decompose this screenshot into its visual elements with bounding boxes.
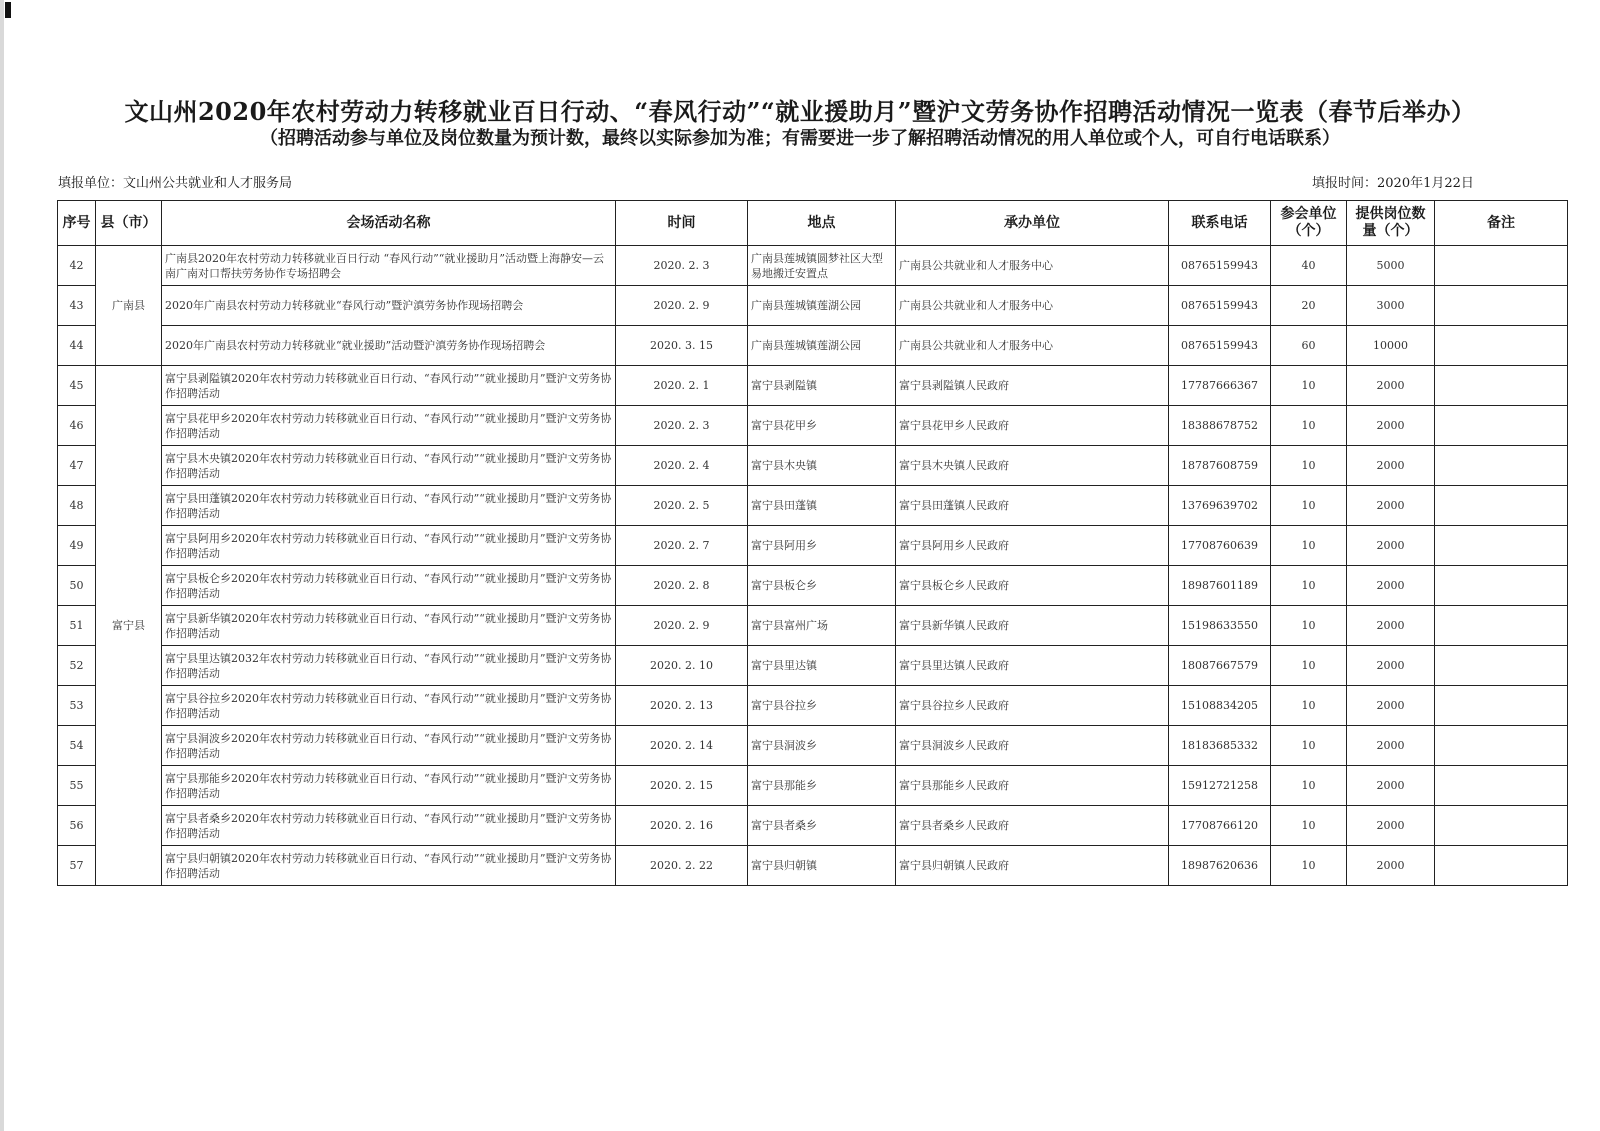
- location-cell: 富宁县谷拉乡: [748, 686, 896, 726]
- activity-name-cell: 富宁县木央镇2020年农村劳动力转移就业百日行动、“春风行动”“就业援助月”暨沪文劳务协作招聘活动: [162, 446, 616, 486]
- date-cell: 2020. 2. 4: [616, 446, 748, 486]
- date-cell: 2020. 2. 10: [616, 646, 748, 686]
- remark-cell: [1435, 846, 1568, 886]
- phone-cell: 15198633550: [1169, 606, 1271, 646]
- host-unit-cell: 富宁县田蓬镇人民政府: [896, 486, 1169, 526]
- page-subtitle: （招聘活动参与单位及岗位数量为预计数，最终以实际参加为准；有需要进一步了解招聘活动情况的用人单位或个人，可自行电话联系）: [260, 128, 1340, 149]
- jobs-count-cell: 2000: [1347, 566, 1435, 606]
- jobs-count-cell: 2000: [1347, 726, 1435, 766]
- activity-name-cell: 富宁县田蓬镇2020年农村劳动力转移就业百日行动、“春风行动”“就业援助月”暨沪文劳务协作招聘活动: [162, 486, 616, 526]
- col-header-phone: 联系电话: [1169, 201, 1271, 246]
- table-row: [58, 286, 1568, 326]
- date-cell: 2020. 2. 9: [616, 286, 748, 326]
- jobs-count-cell: 2000: [1347, 366, 1435, 406]
- county-cell: 富宁县: [96, 366, 162, 886]
- col-header-date: 时间: [616, 201, 748, 246]
- date-cell: 2020. 2. 14: [616, 726, 748, 766]
- scan-mark: [5, 2, 11, 18]
- phone-cell: 13769639702: [1169, 486, 1271, 526]
- table-row: [58, 326, 1568, 366]
- row-number: 50: [58, 566, 96, 606]
- phone-cell: 08765159943: [1169, 326, 1271, 366]
- phone-cell: 08765159943: [1169, 286, 1271, 326]
- table-row: [58, 406, 1568, 446]
- table-row: [58, 846, 1568, 886]
- remark-cell: [1435, 406, 1568, 446]
- units-count-cell: 40: [1271, 246, 1347, 286]
- host-unit-cell: 富宁县花甲乡人民政府: [896, 406, 1169, 446]
- remark-cell: [1435, 446, 1568, 486]
- location-cell: 富宁县富州广场: [748, 606, 896, 646]
- date-cell: 2020. 3. 15: [616, 326, 748, 366]
- table-row: [58, 446, 1568, 486]
- location-cell: 富宁县里达镇: [748, 646, 896, 686]
- location-cell: 富宁县田蓬镇: [748, 486, 896, 526]
- col-header-jobs: 提供岗位数量（个）: [1347, 201, 1435, 246]
- location-cell: 富宁县花甲乡: [748, 406, 896, 446]
- county-cell: 广南县: [96, 246, 162, 366]
- location-cell: 富宁县者桑乡: [748, 806, 896, 846]
- location-cell: 广南县莲城镇莲湖公园: [748, 286, 896, 326]
- remark-cell: [1435, 686, 1568, 726]
- table-row: [58, 726, 1568, 766]
- row-number: 47: [58, 446, 96, 486]
- row-number: 44: [58, 326, 96, 366]
- location-cell: 广南县莲城镇圆梦社区大型易地搬迁安置点: [748, 246, 896, 286]
- table-header-row: [58, 201, 1568, 246]
- reporting-unit: 填报单位：文山州公共就业和人才服务局: [58, 176, 293, 191]
- row-number: 54: [58, 726, 96, 766]
- col-header-no: 序号: [58, 201, 96, 246]
- date-cell: 2020. 2. 16: [616, 806, 748, 846]
- jobs-count-cell: 2000: [1347, 766, 1435, 806]
- activity-table: [57, 200, 1568, 886]
- date-cell: 2020. 2. 1: [616, 366, 748, 406]
- jobs-count-cell: 3000: [1347, 286, 1435, 326]
- col-header-location: 地点: [748, 201, 896, 246]
- remark-cell: [1435, 646, 1568, 686]
- date-cell: 2020. 2. 5: [616, 486, 748, 526]
- jobs-count-cell: 10000: [1347, 326, 1435, 366]
- row-number: 52: [58, 646, 96, 686]
- col-header-host: 承办单位: [896, 201, 1169, 246]
- location-cell: 富宁县板仑乡: [748, 566, 896, 606]
- host-unit-cell: 富宁县洞波乡人民政府: [896, 726, 1169, 766]
- remark-cell: [1435, 486, 1568, 526]
- phone-cell: 17708760639: [1169, 526, 1271, 566]
- remark-cell: [1435, 606, 1568, 646]
- date-cell: 2020. 2. 3: [616, 246, 748, 286]
- jobs-count-cell: 2000: [1347, 486, 1435, 526]
- units-count-cell: 10: [1271, 846, 1347, 886]
- remark-cell: [1435, 806, 1568, 846]
- jobs-count-cell: 2000: [1347, 686, 1435, 726]
- jobs-count-cell: 2000: [1347, 806, 1435, 846]
- phone-cell: 18987601189: [1169, 566, 1271, 606]
- units-count-cell: 10: [1271, 406, 1347, 446]
- activity-name-cell: 富宁县阿用乡2020年农村劳动力转移就业百日行动、“春风行动”“就业援助月”暨沪文劳务协作招聘活动: [162, 526, 616, 566]
- phone-cell: 18087667579: [1169, 646, 1271, 686]
- activity-name-cell: 富宁县剥隘镇2020年农村劳动力转移就业百日行动、“春风行动”“就业援助月”暨沪文劳务协作招聘活动: [162, 366, 616, 406]
- row-number: 56: [58, 806, 96, 846]
- remark-cell: [1435, 726, 1568, 766]
- date-cell: 2020. 2. 7: [616, 526, 748, 566]
- host-unit-cell: 富宁县那能乡人民政府: [896, 766, 1169, 806]
- location-cell: 富宁县阿用乡: [748, 526, 896, 566]
- phone-cell: 18388678752: [1169, 406, 1271, 446]
- location-cell: 富宁县洞波乡: [748, 726, 896, 766]
- activity-name-cell: 富宁县者桑乡2020年农村劳动力转移就业百日行动、“春风行动”“就业援助月”暨沪文劳务协作招聘活动: [162, 806, 616, 846]
- units-count-cell: 10: [1271, 726, 1347, 766]
- remark-cell: [1435, 766, 1568, 806]
- host-unit-cell: 富宁县阿用乡人民政府: [896, 526, 1169, 566]
- jobs-count-cell: 5000: [1347, 246, 1435, 286]
- location-cell: 广南县莲城镇莲湖公园: [748, 326, 896, 366]
- col-header-name: 会场活动名称: [162, 201, 616, 246]
- table-row: [58, 806, 1568, 846]
- activity-name-cell: 富宁县里达镇2032年农村劳动力转移就业百日行动、“春风行动”“就业援助月”暨沪文劳务协作招聘活动: [162, 646, 616, 686]
- row-number: 57: [58, 846, 96, 886]
- date-cell: 2020. 2. 3: [616, 406, 748, 446]
- jobs-count-cell: 2000: [1347, 606, 1435, 646]
- host-unit-cell: 富宁县谷拉乡人民政府: [896, 686, 1169, 726]
- jobs-count-cell: 2000: [1347, 846, 1435, 886]
- table-row: [58, 606, 1568, 646]
- units-count-cell: 10: [1271, 766, 1347, 806]
- remark-cell: [1435, 286, 1568, 326]
- row-number: 46: [58, 406, 96, 446]
- table-row: [58, 246, 1568, 286]
- table-row: [58, 566, 1568, 606]
- units-count-cell: 10: [1271, 566, 1347, 606]
- table-row: [58, 486, 1568, 526]
- row-number: 43: [58, 286, 96, 326]
- date-cell: 2020. 2. 13: [616, 686, 748, 726]
- host-unit-cell: 富宁县里达镇人民政府: [896, 646, 1169, 686]
- remark-cell: [1435, 526, 1568, 566]
- page-title: 文山州2020年农村劳动力转移就业百日行动、“春风行动”“就业援助月”暨沪文劳务协作招聘活动情况一览表（春节后举办）: [124, 97, 1476, 126]
- phone-cell: 18987620636: [1169, 846, 1271, 886]
- host-unit-cell: 广南县公共就业和人才服务中心: [896, 326, 1169, 366]
- activity-name-cell: 2020年广南县农村劳动力转移就业“春风行动”暨沪滇劳务协作现场招聘会: [162, 286, 616, 326]
- host-unit-cell: 富宁县归朝镇人民政府: [896, 846, 1169, 886]
- table-row: [58, 366, 1568, 406]
- table-row: [58, 646, 1568, 686]
- date-cell: 2020. 2. 15: [616, 766, 748, 806]
- activity-name-cell: 富宁县那能乡2020年农村劳动力转移就业百日行动、“春风行动”“就业援助月”暨沪文劳务协作招聘活动: [162, 766, 616, 806]
- units-count-cell: 60: [1271, 326, 1347, 366]
- col-header-units: 参会单位（个）: [1271, 201, 1347, 246]
- col-header-remark: 备注: [1435, 201, 1568, 246]
- row-number: 48: [58, 486, 96, 526]
- activity-name-cell: 富宁县谷拉乡2020年农村劳动力转移就业百日行动、“春风行动”“就业援助月”暨沪文劳务协作招聘活动: [162, 686, 616, 726]
- units-count-cell: 10: [1271, 686, 1347, 726]
- host-unit-cell: 富宁县板仑乡人民政府: [896, 566, 1169, 606]
- row-number: 51: [58, 606, 96, 646]
- activity-name-cell: 富宁县板仑乡2020年农村劳动力转移就业百日行动、“春风行动”“就业援助月”暨沪文劳务协作招聘活动: [162, 566, 616, 606]
- phone-cell: 08765159943: [1169, 246, 1271, 286]
- activity-name-cell: 2020年广南县农村劳动力转移就业“就业援助”活动暨沪滇劳务协作现场招聘会: [162, 326, 616, 366]
- activity-name-cell: 富宁县归朝镇2020年农村劳动力转移就业百日行动、“春风行动”“就业援助月”暨沪文劳务协作招聘活动: [162, 846, 616, 886]
- host-unit-cell: 富宁县剥隘镇人民政府: [896, 366, 1169, 406]
- phone-cell: 18787608759: [1169, 446, 1271, 486]
- date-cell: 2020. 2. 9: [616, 606, 748, 646]
- host-unit-cell: 富宁县木央镇人民政府: [896, 446, 1169, 486]
- row-number: 49: [58, 526, 96, 566]
- phone-cell: 15108834205: [1169, 686, 1271, 726]
- units-count-cell: 20: [1271, 286, 1347, 326]
- phone-cell: 17787666367: [1169, 366, 1271, 406]
- table-row: [58, 526, 1568, 566]
- units-count-cell: 10: [1271, 446, 1347, 486]
- remark-cell: [1435, 326, 1568, 366]
- units-count-cell: 10: [1271, 806, 1347, 846]
- date-cell: 2020. 2. 22: [616, 846, 748, 886]
- location-cell: 富宁县木央镇: [748, 446, 896, 486]
- remark-cell: [1435, 366, 1568, 406]
- table-row: [58, 686, 1568, 726]
- jobs-count-cell: 2000: [1347, 446, 1435, 486]
- activity-name-cell: 富宁县洞波乡2020年农村劳动力转移就业百日行动、“春风行动”“就业援助月”暨沪文劳务协作招聘活动: [162, 726, 616, 766]
- phone-cell: 17708766120: [1169, 806, 1271, 846]
- activity-name-cell: 富宁县花甲乡2020年农村劳动力转移就业百日行动、“春风行动”“就业援助月”暨沪文劳务协作招聘活动: [162, 406, 616, 446]
- row-number: 45: [58, 366, 96, 406]
- host-unit-cell: 富宁县者桑乡人民政府: [896, 806, 1169, 846]
- units-count-cell: 10: [1271, 526, 1347, 566]
- location-cell: 富宁县剥隘镇: [748, 366, 896, 406]
- row-number: 55: [58, 766, 96, 806]
- phone-cell: 18183685332: [1169, 726, 1271, 766]
- row-number: 42: [58, 246, 96, 286]
- date-cell: 2020. 2. 8: [616, 566, 748, 606]
- reporting-date: 填报时间：2020年1月22日: [1312, 176, 1474, 191]
- remark-cell: [1435, 566, 1568, 606]
- jobs-count-cell: 2000: [1347, 526, 1435, 566]
- units-count-cell: 10: [1271, 366, 1347, 406]
- jobs-count-cell: 2000: [1347, 646, 1435, 686]
- units-count-cell: 10: [1271, 486, 1347, 526]
- host-unit-cell: 富宁县新华镇人民政府: [896, 606, 1169, 646]
- row-number: 53: [58, 686, 96, 726]
- units-count-cell: 10: [1271, 606, 1347, 646]
- activity-name-cell: 广南县2020年农村劳动力转移就业百日行动 “春风行动”“就业援助月”活动暨上海静安—云南广南对口帮扶劳务协作专场招聘会: [162, 246, 616, 286]
- phone-cell: 15912721258: [1169, 766, 1271, 806]
- table-row: [58, 766, 1568, 806]
- scan-edge: [0, 0, 4, 1131]
- location-cell: 富宁县归朝镇: [748, 846, 896, 886]
- remark-cell: [1435, 246, 1568, 286]
- jobs-count-cell: 2000: [1347, 406, 1435, 446]
- col-header-county: 县（市）: [96, 201, 162, 246]
- activity-name-cell: 富宁县新华镇2020年农村劳动力转移就业百日行动、“春风行动”“就业援助月”暨沪文劳务协作招聘活动: [162, 606, 616, 646]
- host-unit-cell: 广南县公共就业和人才服务中心: [896, 246, 1169, 286]
- location-cell: 富宁县那能乡: [748, 766, 896, 806]
- host-unit-cell: 广南县公共就业和人才服务中心: [896, 286, 1169, 326]
- units-count-cell: 10: [1271, 646, 1347, 686]
